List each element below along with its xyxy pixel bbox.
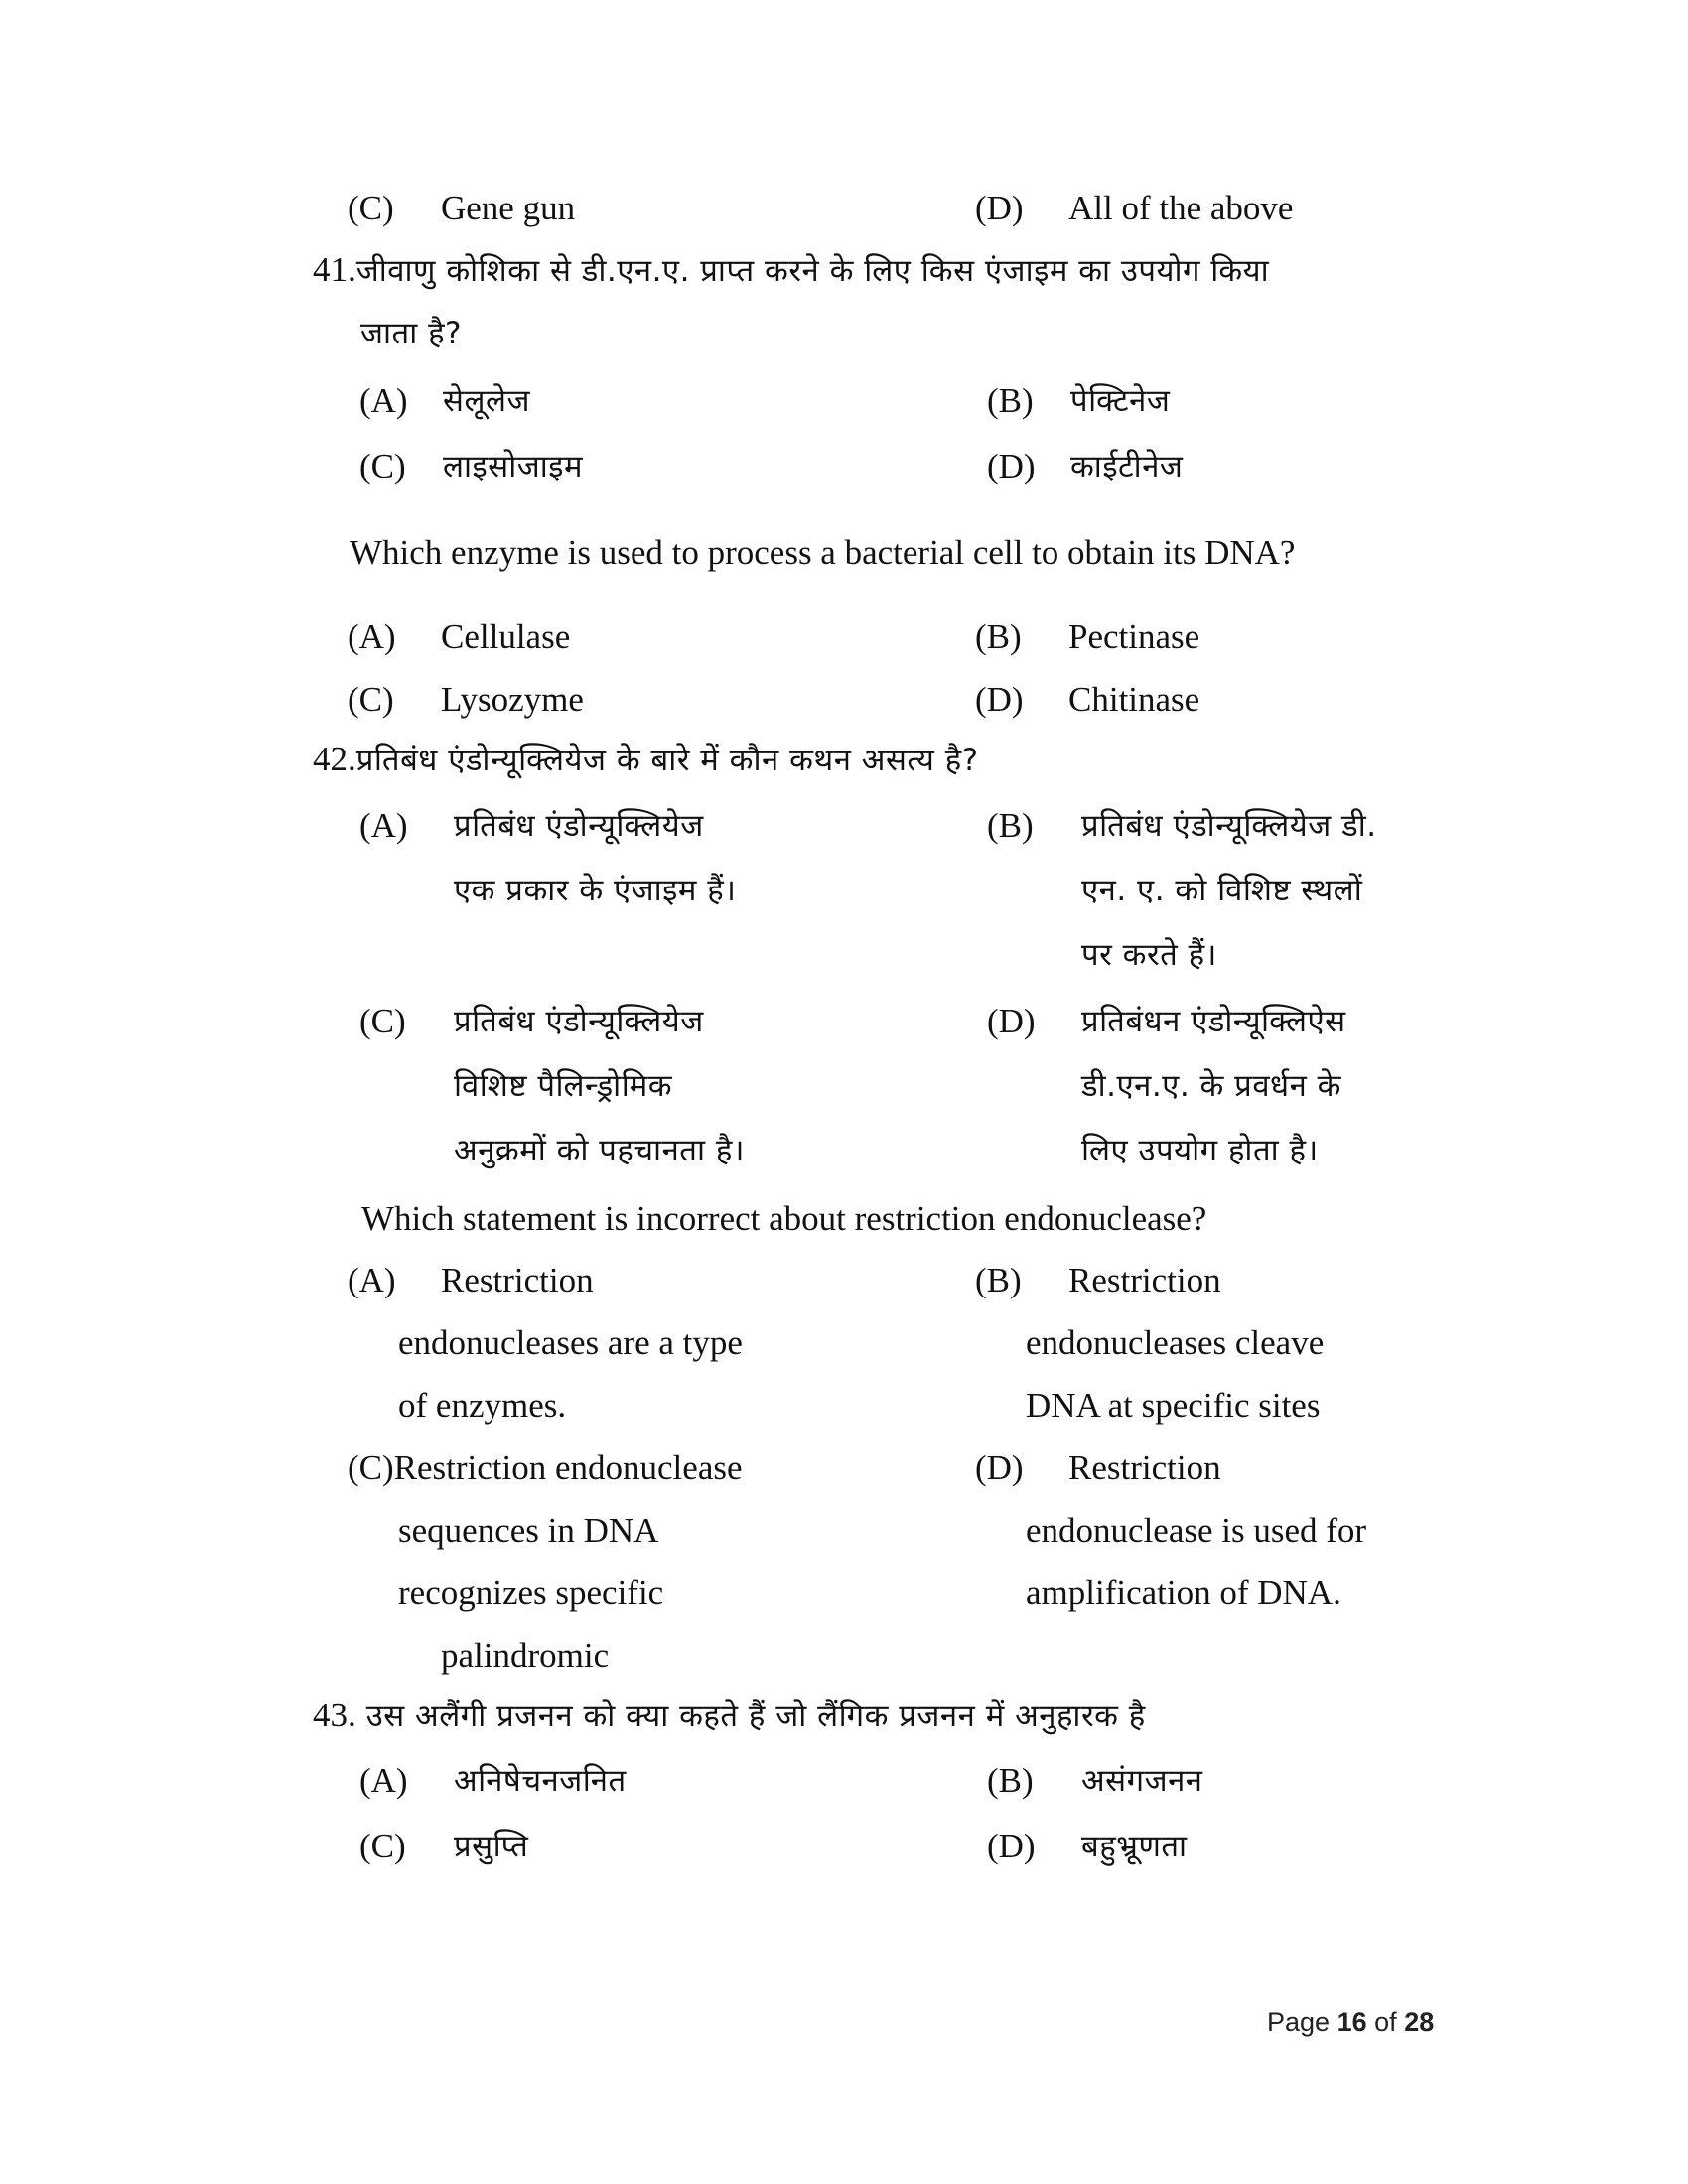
option-label: (B) [975, 1261, 1022, 1299]
option-text: All of the above [1068, 189, 1294, 227]
option-text: Restriction [1068, 1261, 1221, 1299]
q42-hindi-option-a-line: एक प्रकार के एंजाइम हैं। [454, 873, 737, 908]
option-label: (B) [987, 1761, 1034, 1800]
q43-hindi-question [313, 1694, 1146, 1738]
q42-hindi-question [313, 738, 979, 782]
q42-english-option-a-line: endonucleases are a type [398, 1323, 743, 1362]
option-label: (D) [975, 189, 1024, 227]
q42-hindi-option-b-line: पर करते हैं। [1081, 937, 1217, 973]
option-text: अनिषेचनजनित [454, 1763, 627, 1799]
option-label: (D) [975, 1448, 1024, 1487]
q42-english-option-c-line: recognizes specific [398, 1573, 664, 1612]
q41-hindi-question-cont: जाता है? [360, 316, 462, 351]
option-text: लाइसोजाइम [443, 449, 584, 484]
option-text: Gene gun [441, 189, 576, 227]
total-pages: 28 [1404, 2007, 1435, 2037]
option-label: (C) [359, 1827, 406, 1865]
question-number: 42. [313, 740, 356, 778]
q42-hindi-option-d-line: प्रतिबंधन एंडोन्यूक्लिऐस [1081, 1004, 1346, 1039]
q42-hindi-option-d-line: लिए उपयोग होता है। [1081, 1133, 1319, 1168]
option-label: (A) [359, 381, 408, 420]
q41-hindi-question [313, 248, 1269, 293]
option-text: Lysozyme [441, 680, 584, 719]
option-label: (C) [348, 1448, 394, 1487]
q42-hindi-option-a-line: प्रतिबंध एंडोन्यूक्लियेज [454, 808, 704, 844]
option-text: Pectinase [1068, 617, 1200, 656]
q42-english-option-a-line: of enzymes. [398, 1386, 567, 1425]
q42-english-option-b-line: DNA at specific sites [1026, 1386, 1321, 1425]
question-number: 43. [313, 1696, 356, 1734]
q42-hindi-option-b-label: (B) [987, 806, 1034, 845]
option-label: (A) [359, 1761, 408, 1800]
page-of: of [1374, 2007, 1397, 2037]
option-label: (D) [987, 447, 1036, 485]
question-text: जीवाणु कोशिका से डी.एन.ए. प्राप्त करने के लिए किस एंजाइम का उपयोग किया [355, 253, 1270, 289]
option-label: (C) [348, 189, 394, 227]
option-label: (A) [348, 1261, 396, 1299]
page-number-footer [1267, 2005, 1434, 2039]
q42-english-option-b-line: endonucleases cleave [1026, 1323, 1325, 1362]
q42-english-option-d-line: amplification of DNA. [1026, 1573, 1341, 1612]
q42-hindi-option-c-label: (C) [359, 1002, 406, 1040]
option-text: काईटीनेज [1070, 449, 1184, 484]
q42-hindi-option-c-line: प्रतिबंध एंडोन्यूक्लियेज [454, 1004, 704, 1039]
q42-english-option-c-line: palindromic [441, 1636, 610, 1675]
option-text: सेलूलेज [443, 383, 530, 419]
option-label: (C) [359, 447, 406, 485]
option-text: Restriction [1068, 1448, 1221, 1487]
q42-hindi-option-b-line: प्रतिबंध एंडोन्यूक्लियेज डी. [1081, 808, 1377, 844]
q42-hindi-option-c-line: विशिष्ट पैलिन्ड्रोमिक [454, 1068, 673, 1104]
page-prefix: Page [1267, 2007, 1331, 2037]
q42-hindi-option-d-line: डी.एन.ए. के प्रवर्धन के [1081, 1068, 1341, 1104]
question-text: प्रतिबंध एंडोन्यूक्लियेज के बारे में कौन कथन असत्य है? [355, 743, 979, 778]
option-text: Restriction [441, 1261, 594, 1299]
q41-english-question: Which enzyme is used to process a bacterial cell to obtain its DNA? [350, 533, 1296, 572]
option-text: पेक्टिनेज [1070, 383, 1171, 419]
option-text: Chitinase [1068, 680, 1200, 719]
question-text: उस अलैंगी प्रजनन को क्या कहते हैं जो लैंगिक प्रजनन में अनुहारक है [365, 1699, 1146, 1734]
option-label: (B) [987, 381, 1034, 420]
q42-english-question: Which statement is incorrect about restriction endonuclease? [361, 1199, 1207, 1238]
q42-english-option-c [348, 1446, 743, 1490]
q42-hindi-option-a-label: (A) [359, 806, 408, 845]
current-page: 16 [1336, 2007, 1367, 2037]
q42-english-option-d-line: endonuclease is used for [1026, 1511, 1367, 1550]
option-text: Restriction endonuclease [393, 1448, 743, 1487]
option-label: (A) [348, 617, 396, 656]
q42-hindi-option-d-label: (D) [987, 1002, 1036, 1040]
option-label: (C) [348, 680, 394, 719]
q42-hindi-option-b-line: एन. ए. को विशिष्ट स्थलों [1081, 873, 1363, 908]
question-number: 41. [313, 250, 356, 289]
option-text: प्रसुप्ति [454, 1829, 529, 1864]
option-text: बहुभ्रूणता [1081, 1829, 1188, 1864]
option-label: (B) [975, 617, 1022, 656]
option-label: (D) [975, 680, 1024, 719]
option-text: असंगजनन [1081, 1763, 1203, 1799]
option-text: Cellulase [441, 617, 571, 656]
q42-hindi-option-c-line: अनुक्रमों को पहचानता है। [454, 1133, 746, 1168]
q42-english-option-c-line: sequences in DNA [398, 1511, 659, 1550]
option-label: (D) [987, 1827, 1036, 1865]
